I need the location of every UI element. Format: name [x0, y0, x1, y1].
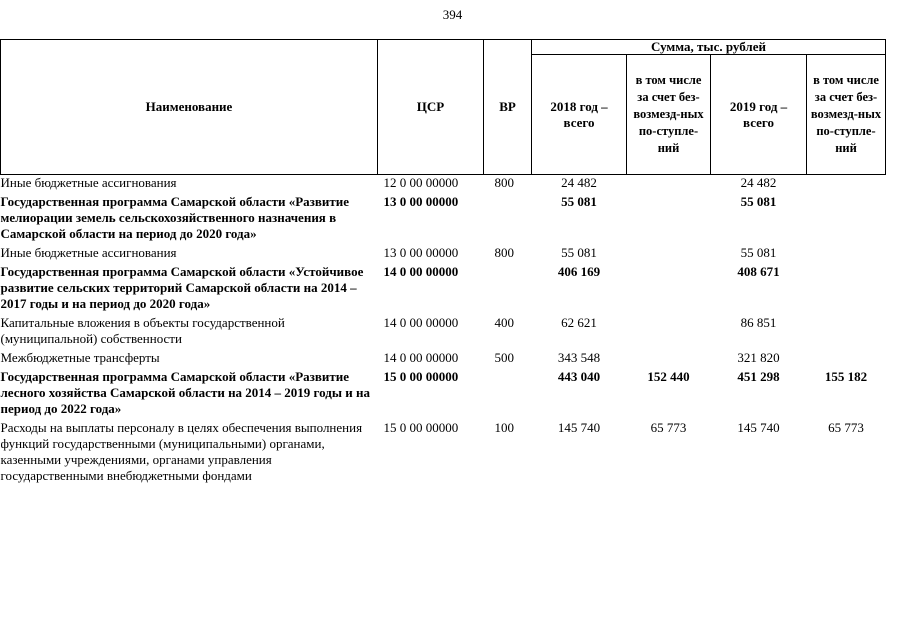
row-2018-total: 343 548	[557, 350, 601, 365]
row-csr: 14 0 00 00000	[383, 264, 459, 279]
row-2019-gratuitous: 65 773	[828, 420, 864, 435]
row-2019-total: 451 298	[737, 369, 780, 384]
header-2019-total: 2019 год – всего	[711, 55, 807, 175]
row-2018-gratuitous	[627, 175, 711, 192]
row-2018-gratuitous: 65 773	[650, 420, 687, 435]
row-2019-total: 86 851	[740, 315, 777, 330]
row-csr: 15 0 00 00000	[383, 369, 459, 384]
table-row	[1, 347, 886, 366]
row-vr: 800	[494, 175, 514, 190]
row-2018-gratuitous	[627, 312, 711, 347]
row-2019-total: 55 081	[740, 245, 777, 260]
row-name: Государственная программа Самарской области «Развитие лесного хозяйства Самарской области на 2014 – 2019 годы и на период до 2022 года»	[0, 369, 370, 416]
row-2019-gratuitous	[807, 312, 886, 347]
table-body	[1, 175, 886, 485]
row-2018-total: 443 040	[557, 369, 601, 384]
row-2018-gratuitous	[627, 242, 711, 261]
row-2019-gratuitous	[807, 191, 886, 242]
table-row	[1, 242, 886, 261]
row-2018-total: 406 169	[557, 264, 601, 279]
row-csr: 13 0 00 00000	[383, 194, 459, 209]
row-2019-gratuitous	[807, 242, 886, 261]
row-2018-total: 55 081	[561, 194, 597, 209]
row-2019-total: 408 671	[737, 264, 780, 279]
row-2018-total: 24 482	[561, 175, 597, 190]
table-row	[1, 191, 886, 242]
row-2019-gratuitous	[807, 175, 886, 192]
row-csr: 13 0 00 00000	[383, 245, 459, 260]
row-name: Государственная программа Самарской области «Устойчивое развитие сельских территорий Самарской области на 2014 – 2017 годы и на период до 2020 года»	[0, 264, 364, 311]
row-vr: 500	[494, 350, 514, 365]
table-row	[1, 261, 886, 312]
row-name: Иные бюджетные ассигнования	[0, 175, 177, 190]
row-2018-gratuitous: 152 440	[647, 369, 690, 384]
row-2019-total: 24 482	[740, 175, 777, 190]
budget-table	[0, 39, 886, 484]
row-2018-gratuitous	[627, 191, 711, 242]
row-name: Расходы на выплаты персоналу в целях обеспечения выполнения функций государственными (муниципальными) органами, казенными учреждениями, органами управления государственными внебюджетными фондами	[0, 420, 363, 483]
header-name: Наименование	[1, 40, 378, 175]
row-2019-total: 55 081	[740, 194, 777, 209]
row-2019-total: 321 820	[737, 350, 780, 365]
row-2018-gratuitous	[627, 347, 711, 366]
row-csr: 15 0 00 00000	[383, 420, 459, 435]
header-2018-gratuitous: в том числе за счет без-возмезд-ных по-ступле-ний	[627, 55, 711, 175]
row-vr: 100	[494, 420, 514, 435]
row-2019-gratuitous	[807, 347, 886, 366]
row-vr	[484, 261, 532, 312]
header-sum: Сумма, тыс. рублей	[532, 40, 886, 55]
table-row	[1, 175, 886, 192]
row-name: Иные бюджетные ассигнования	[0, 245, 177, 260]
row-name: Межбюджетные трансферты	[0, 350, 160, 365]
row-vr	[484, 191, 532, 242]
row-vr: 400	[494, 315, 514, 330]
row-csr: 12 0 00 00000	[383, 175, 459, 190]
table-row	[1, 312, 886, 347]
header-vr: ВР	[484, 40, 532, 175]
header-2018-total: 2018 год – всего	[532, 55, 627, 175]
row-name: Государственная программа Самарской области «Развитие мелиорации земель сельскохозяйственного назначения в Самарской области на период до 2020 года»	[0, 194, 350, 241]
row-csr: 14 0 00 00000	[383, 350, 459, 365]
header-csr: ЦСР	[378, 40, 484, 175]
row-2019-gratuitous	[807, 261, 886, 312]
row-vr: 800	[494, 245, 514, 260]
table-row	[1, 366, 886, 417]
row-2018-total: 145 740	[557, 420, 601, 435]
page-number: 394	[442, 7, 463, 22]
row-2019-gratuitous: 155 182	[824, 369, 868, 384]
row-2019-total: 145 740	[737, 420, 780, 435]
row-2018-total: 55 081	[561, 245, 597, 260]
row-2018-total: 62 621	[561, 315, 597, 330]
row-name: Капитальные вложения в объекты государственной (муниципальной) собственности	[0, 315, 285, 346]
header-2019-gratuitous: в том числе за счет без-возмезд-ных по-ступле-ний	[807, 55, 886, 175]
row-vr	[484, 366, 532, 417]
row-csr: 14 0 00 00000	[383, 315, 459, 330]
row-2018-gratuitous	[627, 261, 711, 312]
table-row	[1, 417, 886, 484]
